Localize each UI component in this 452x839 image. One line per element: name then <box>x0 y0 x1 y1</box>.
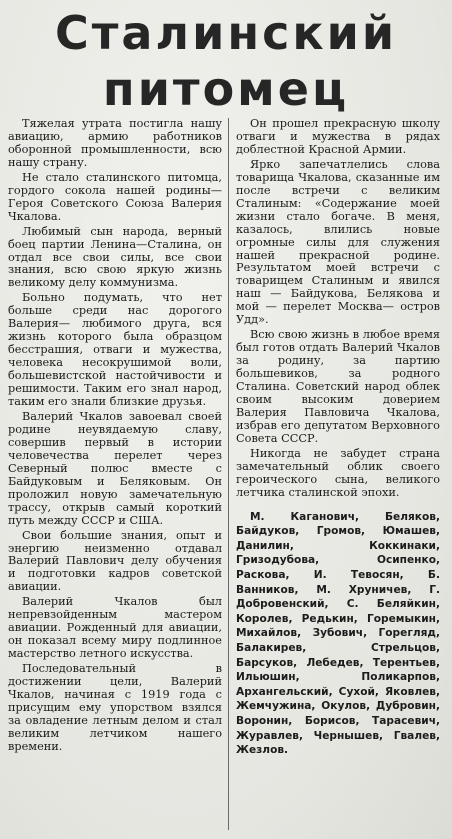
right-column <box>236 118 440 758</box>
signatures-list: М. Каганович, Беляков, Байдуков, Громов, Юмашев, Данилин, Коккинаки, Гризодубова, Осипенко, Раскова, И. Тевосян, Б. Ванников, М. Хруничев, Г. Добровенский, С. Беляйкин, Королев, Редькин, Горемыкин, Михайлов, Зубович, Горегляд, Балакирев, Стрельцов, Барсуков, Лебедев, Терентьев, Ильюшин, Поликарпов, Архангельский, Сухой, Яковлев, Жемчужина, Окулов, Дубровин, Воронин, Борисов, Тарасевич, Журавлев, Чернышев, Гвалев, Жезлов. <box>236 510 440 757</box>
paragraph: Любимый сын народа, верный боец партии Ленина—Сталина, он отдал все свои силы, все свои знания, всю свою яркую жизнь великому делу коммунизма. <box>8 224 222 290</box>
left-column <box>8 118 222 756</box>
paragraph: Валерий Чкалов завоевал своей родине неувядаемую славу, совершив первый в истории человечества перелет через Северный полюс вместе с Байдуковым и Беляковым. Он проложил новую замечательную трассу, открыв самый короткий путь между СССР и США. <box>8 409 222 527</box>
headline-line-2: питомец <box>102 62 350 116</box>
paragraph: Свои большие знания, опыт и энергию неизменно отдавал Валерий Павлович делу обучения и подготовки кадров советской авиации. <box>8 528 222 594</box>
paragraph: Никогда не забудет страна замечательный облик своего героического сына, великого летчика сталинской эпохи. <box>236 446 440 499</box>
paragraph: Тяжелая утрата постигла нашу авиацию, армию работников оборонной промышленности, всю нашу страну. <box>8 117 222 169</box>
paragraph: Всю свою жизнь в любое время был готов отдать Валерий Чкалов за родину, за партию большевиков, за родного Сталина. Советский народ облек своим высоким доверием Валерия Павловича Чкалова, избрав его депутатом Верховного Совета СССР. <box>236 328 440 445</box>
headline-line-1: Сталинский <box>54 6 398 60</box>
paragraph: Больно подумать, что нет больше среди нас дорогого Валерия— любимого друга, вся жизнь которого была образцом бесстрашия, отваги и мужества, человека несокрушимой воли, большевистской настойчивости и решимости. Таким его знал народ, таким его знали близкие друзья. <box>8 291 222 409</box>
paragraph: Он прошел прекрасную школу отваги и мужества в рядах доблестной Красной Армии. <box>236 117 440 156</box>
paragraph: Последовательный в достижении цели, Валерий Чкалов, начиная с 1919 года с присущим ему упорством взялся за овладение летным делом и стал великим летчиком нашего времени. <box>8 662 222 753</box>
column-divider <box>228 118 229 830</box>
paragraph: Не стало сталинского питомца, гордого сокола нашей родины— Героя Советского Союза Валерия Чкалова. <box>8 170 222 223</box>
paragraph: Валерий Чкалов был непревзойденным мастером авиации. Рожденный для авиации, он показал всему миру подлинное мастерство летного искусства. <box>8 595 222 661</box>
paragraph: Ярко запечатлелись слова товарища Чкалова, сказанные им после встречи с великим Сталиным: «Содержание моей жизни стало богаче. В меня, казалось, влились новые огромные силы для служения нашей прекрасной родине. Результатом моей встречи с товарищем Сталиным и явился наш — Байдукова, Белякова и мой — перелет Москва— остров Удд». <box>236 157 440 327</box>
